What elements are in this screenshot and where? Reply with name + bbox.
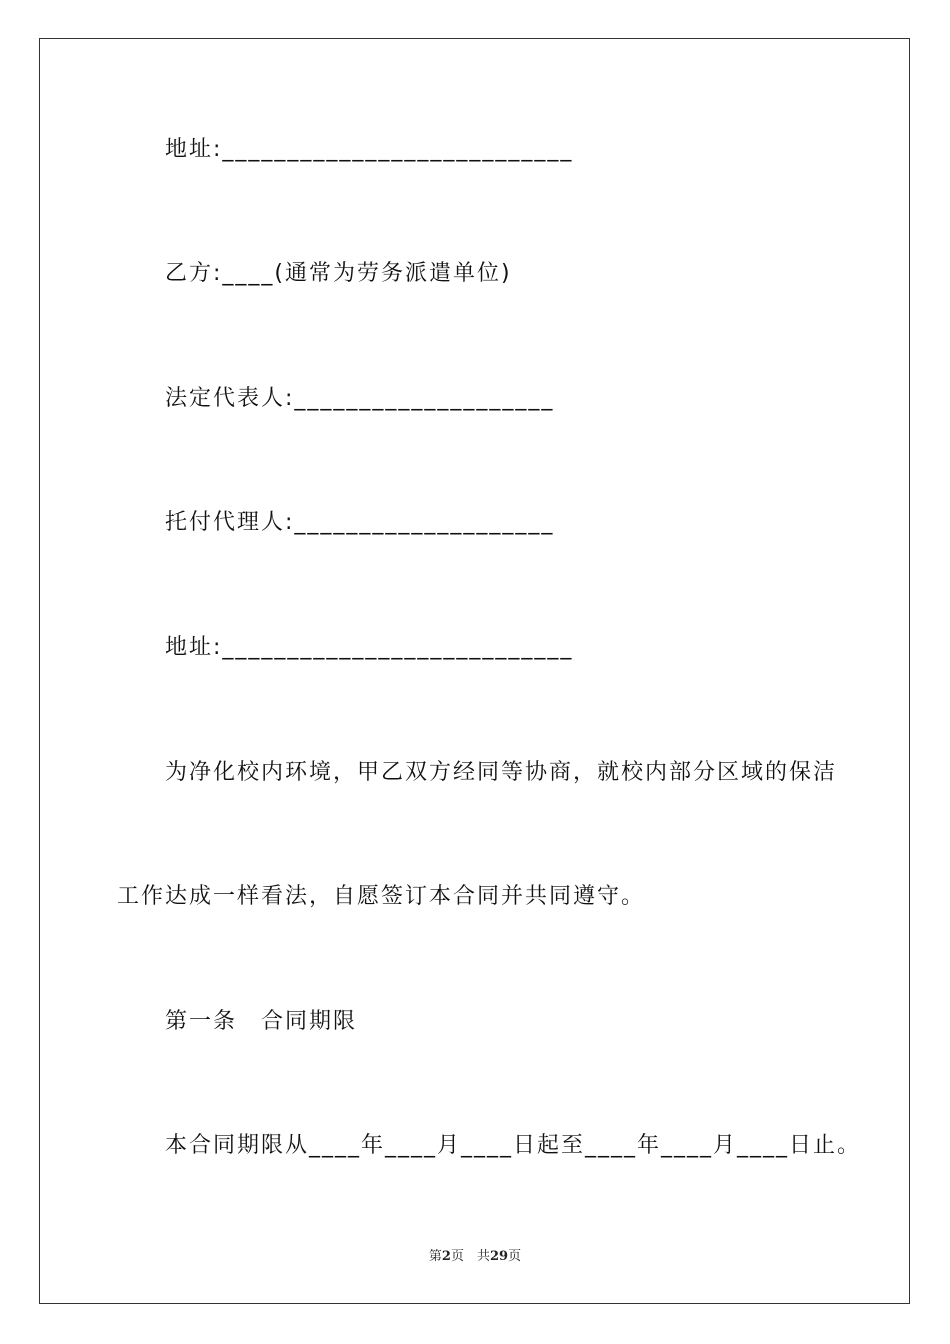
- contract-term-line: 本合同期限从____年____月____日起至____年____月____日止。: [165, 1133, 862, 1158]
- article-one-heading: 第一条 合同期限: [165, 1009, 358, 1034]
- intro-paragraph-line-2: 工作达成一样看法，自愿签订本合同并共同遵守。: [117, 884, 646, 909]
- page-footer: [0, 1245, 950, 1264]
- footer-current-page: 2: [441, 1249, 451, 1264]
- legal-rep-line: 法定代表人:____________________: [165, 386, 555, 411]
- footer-prefix: 第: [428, 1249, 442, 1264]
- address-line-1: 地址:___________________________: [165, 137, 574, 162]
- intro-paragraph-line-1: 为净化校内环境，甲乙双方经同等协商，就校内部分区域的保洁: [165, 760, 838, 785]
- agent-line: 托付代理人:____________________: [165, 510, 555, 535]
- address-line-2: 地址:___________________________: [165, 635, 574, 660]
- footer-total-pages: 29: [489, 1249, 509, 1264]
- page-frame: [39, 38, 910, 1304]
- footer-suffix: 页: [508, 1249, 522, 1264]
- footer-mid: 页 共: [450, 1249, 490, 1264]
- party-b-line: 乙方:____(通常为劳务派遣单位): [165, 261, 512, 286]
